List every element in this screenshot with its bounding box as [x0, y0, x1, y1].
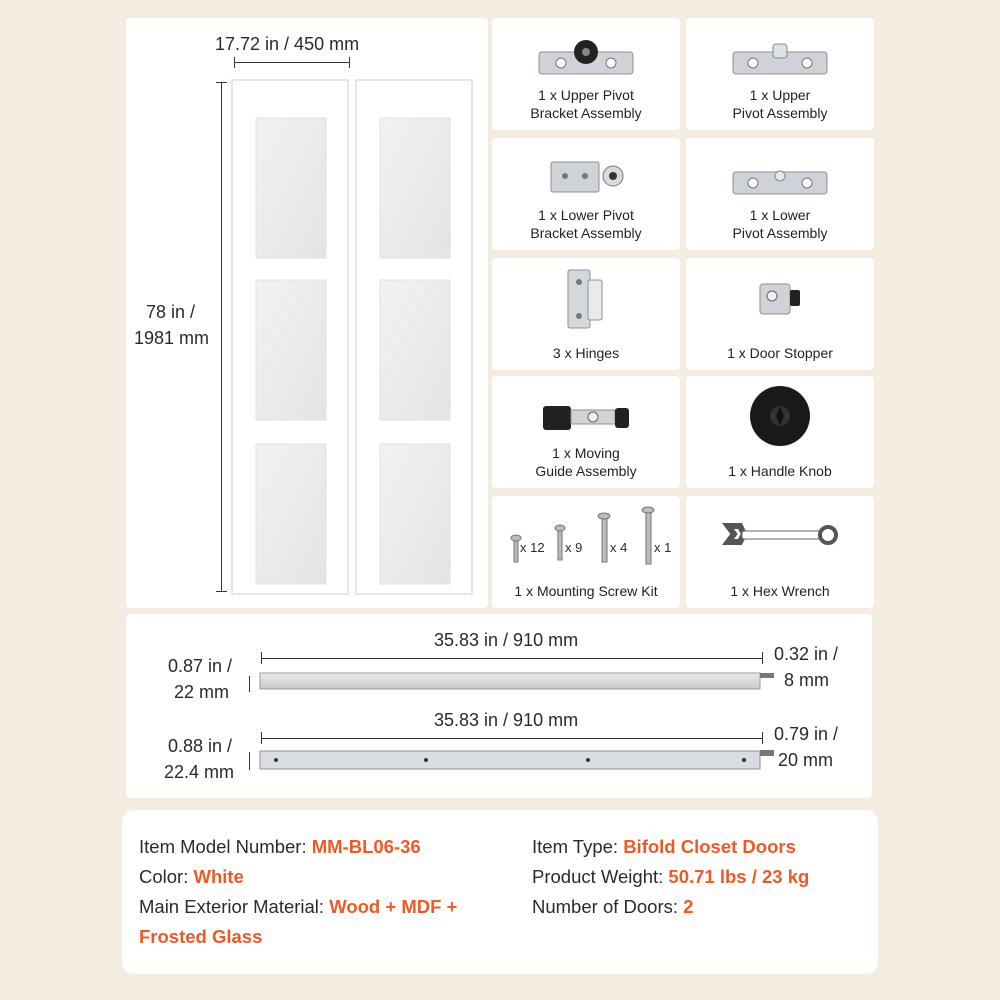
screw-count-b: x 9	[565, 540, 583, 555]
part-card-lower-pivot-bracket	[492, 138, 680, 250]
part-card-hinges	[492, 258, 680, 370]
rails-card	[126, 614, 872, 798]
top-rail-image	[258, 670, 778, 692]
part-label: 1 x Upper Pivot Assembly	[732, 87, 828, 121]
item-model-row: Item Model Number: MM-BL06-36	[139, 836, 421, 857]
upper-pivot-bracket-icon	[531, 34, 641, 84]
part-card-lower-pivot	[686, 138, 874, 250]
part-card-door-stopper	[686, 258, 874, 370]
door-height-tick-bottom	[216, 591, 227, 592]
screw-count-c: x 4	[610, 540, 628, 555]
top-rail-length-line	[261, 658, 763, 659]
door-stopper-icon	[750, 274, 810, 324]
top-rail-height-tick	[249, 676, 250, 692]
bottom-rail-length: 35.83 in / 910 mm	[434, 710, 579, 730]
part-label: 3 x Hinges	[552, 345, 620, 361]
screw-count-d: x 1	[654, 540, 672, 555]
bifold-door-image	[230, 78, 480, 598]
bottom-rail-length-tick-right	[762, 732, 763, 744]
hinge-icon	[556, 266, 616, 332]
part-card-handle-knob	[686, 376, 874, 488]
top-rail-height-2: 22 mm	[174, 682, 230, 702]
part-label: 1 x Moving Guide Assembly	[535, 445, 637, 479]
part-card-hex-wrench	[686, 496, 874, 608]
handle-knob-icon	[740, 384, 820, 450]
door-height-tick-top	[216, 82, 227, 83]
top-rail-length-tick-right	[762, 652, 763, 664]
screw-count-a: x 12	[520, 540, 545, 555]
bottom-rail-thickness-2: 20 mm	[778, 750, 834, 770]
lower-pivot-bracket-icon	[531, 154, 641, 204]
door-height-label-1: 78 in /	[146, 302, 196, 322]
weight-row: Product Weight: 50.71 lbs / 23 kg	[532, 866, 810, 887]
material-row-continued: Frosted Glass	[139, 926, 263, 947]
door-height-line	[221, 82, 222, 592]
top-rail-height-1: 0.87 in /	[168, 656, 233, 676]
part-label: 1 x Handle Knob	[728, 463, 832, 479]
top-rail-thickness-2: 8 mm	[784, 670, 829, 690]
bottom-rail-length-line	[261, 738, 763, 739]
part-card-upper-pivot-bracket	[492, 18, 680, 130]
door-width-tick-right	[349, 57, 350, 68]
part-label: 1 x Upper Pivot Bracket Assembly	[530, 87, 642, 121]
part-card-screw-kit	[492, 496, 680, 608]
part-card-moving-guide	[492, 376, 680, 488]
part-card-upper-pivot	[686, 18, 874, 130]
top-rail-thickness-1: 0.32 in /	[774, 644, 839, 664]
bottom-rail-height-2: 22.4 mm	[164, 762, 235, 782]
upper-pivot-icon	[725, 34, 835, 84]
part-label: 1 x Door Stopper	[727, 345, 833, 361]
part-label: 1 x Hex Wrench	[730, 583, 830, 599]
door-width-line	[234, 62, 350, 63]
hex-wrench-icon	[710, 512, 850, 562]
part-label: 1 x Lower Pivot Bracket Assembly	[530, 207, 642, 241]
part-label: 1 x Mounting Screw Kit	[514, 583, 658, 599]
material-row: Main Exterior Material: Wood + MDF +	[139, 896, 458, 917]
lower-pivot-icon	[725, 154, 835, 204]
color-row: Color: White	[139, 866, 244, 887]
doors-count-row: Number of Doors: 2	[532, 896, 694, 917]
top-rail-length-tick-left	[261, 652, 262, 664]
screw-kit-icon	[498, 506, 678, 570]
bottom-rail-length-tick-left	[261, 732, 262, 744]
part-label: 1 x Lower Pivot Assembly	[732, 207, 828, 241]
door-height-label-2: 1981 mm	[134, 328, 210, 348]
bottom-rail-height-tick	[249, 752, 250, 770]
bottom-rail-thickness-1: 0.79 in /	[774, 724, 839, 744]
product-info-card	[122, 810, 878, 974]
door-dimensions-card	[126, 18, 488, 608]
bottom-rail-height-1: 0.88 in /	[168, 736, 233, 756]
door-width-tick-left	[234, 57, 235, 68]
bottom-rail-image	[258, 748, 778, 772]
moving-guide-icon	[531, 392, 641, 442]
item-type-row: Item Type: Bifold Closet Doors	[532, 836, 796, 857]
top-rail-length: 35.83 in / 910 mm	[434, 630, 579, 650]
door-width-label: 17.72 in / 450 mm	[215, 34, 360, 54]
